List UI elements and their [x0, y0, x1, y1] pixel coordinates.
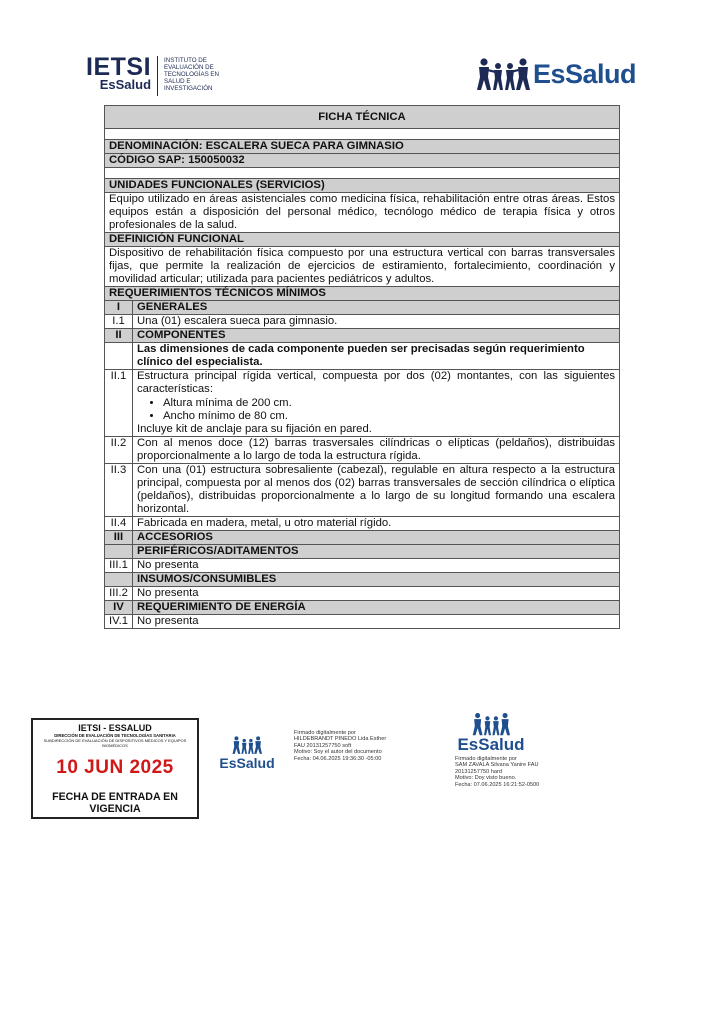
essalud-logo: [476, 57, 636, 91]
essalud-family-icon: [476, 57, 530, 91]
unidades-funcionales-text: Equipo utilizado en áreas asistenciales como medicina física, rehabilitación entre otras áreas. Estos equipos están a disposición del personal médico, tecnólogo médico de terapia física y otros profesionales de la salud.: [105, 193, 620, 233]
item-text: [133, 370, 620, 437]
sig-line: Motivo: Soy el autor del documento: [294, 749, 382, 756]
essalud-family-icon: [472, 712, 510, 736]
item-number: IV.1: [105, 615, 133, 629]
section-generales: GENERALES: [133, 301, 620, 315]
subsection-insumos: INSUMOS/CONSUMIBLES: [133, 573, 620, 587]
ietsi-logo-word: IETSI: [86, 53, 152, 81]
signature-logo: [219, 734, 275, 771]
item-number: II.2: [105, 437, 133, 464]
empty-cell: [105, 573, 133, 587]
sig-line: FAU 20131257750 soft: [294, 742, 352, 749]
denominacion: DENOMINACIÓN: ESCALERA SUECA PARA GIMNASIO: [105, 140, 620, 154]
section-number: IV: [105, 601, 133, 615]
stamp-direction: DIRECCIÓN DE EVALUACIÓN DE TECNOLOGÍAS SANITARIA: [54, 733, 176, 738]
ietsi-logo-sub: EsSalud: [99, 77, 152, 92]
ficha-tecnica-table: [104, 105, 620, 629]
requerimientos-header: REQUERIMIENTOS TÉCNICOS MÍNIMOS: [105, 287, 620, 301]
definicion-funcional-text: Dispositivo de rehabilitación física compuesto por una estructura vertical con barras transversales fijas, que permite la realización de ejercicios de estiramiento, fortalecimiento, coordinación y movilidad articular; utilizada para pacientes pediátricos y adultos.: [105, 247, 620, 287]
signature-logo: [455, 712, 527, 754]
componentes-note: Las dimensiones de cada componente pueden ser precisadas según requerimiento clínico del especialista.: [133, 343, 620, 370]
item-number: III.2: [105, 587, 133, 601]
item-text-body: Estructura principal rígida vertical, compuesta por dos (02) montantes, con las siguientes características:: [137, 370, 615, 395]
item-text: Una (01) escalera sueca para gimnasio.: [133, 315, 620, 329]
empty-cell: [105, 545, 133, 559]
item-text: Con al menos doce (12) barras trasversales cilíndricas o elípticas (peldaños), distribuidas proporcionalmente a lo largo de toda la estructura rígida.: [133, 437, 620, 464]
stamp-org: IETSI - ESSALUD: [78, 723, 152, 733]
blank-row: [105, 168, 620, 179]
logo-divider: [157, 56, 158, 96]
item-text: No presenta: [133, 587, 620, 601]
section-number: II: [105, 329, 133, 343]
stamp-subdirection: SUBDIRECCIÓN DE EVALUACIÓN DE DISPOSITIVOS MÉDICOS Y EQUIPOS BIOMÉDICOS: [43, 738, 187, 748]
item-number: III.1: [105, 559, 133, 573]
blank-row: [105, 129, 620, 140]
sig-line: HILDEBRANDT PINEDO Lida Esther: [294, 736, 387, 743]
bullet-item: • Altura mínima de 200 cm.: [163, 397, 615, 410]
digital-signature-2: [455, 756, 565, 788]
vigencia-stamp: [31, 718, 199, 819]
item-text-tail: Incluye kit de anclaje para su fijación en pared.: [137, 423, 372, 435]
unidades-funcionales-header: UNIDADES FUNCIONALES (SERVICIOS): [105, 179, 620, 193]
sig-line: SAM ZAVALA Silvana Yanire FAU: [455, 762, 539, 769]
section-accesorios: ACCESORIOS: [133, 531, 620, 545]
item-text: No presenta: [133, 615, 620, 629]
section-componentes: COMPONENTES: [133, 329, 620, 343]
bullet-list: [137, 397, 615, 423]
essalud-logo-word: EsSalud: [533, 58, 637, 89]
item-text: Con una (01) estructura sobresaliente (cabezal), regulable en altura respecto a la estructura principal, compuesta por al menos dos (02) barras transversales de sección cilíndrica o elíptica (peldaños), distribuidas proporcionalmente a lo largo de su longitud formando una escalera horizontal.: [133, 464, 620, 517]
sig-line: Motivo: Doy visto bueno.: [455, 775, 517, 782]
ietsi-logo: [86, 55, 228, 97]
essalud-family-icon: [232, 734, 262, 756]
codigo-sap: CÓDIGO SAP: 150050032: [105, 154, 620, 168]
definicion-funcional-header: DEFINICIÓN FUNCIONAL: [105, 233, 620, 247]
item-number: II.1: [105, 370, 133, 437]
signature-logo-word: EsSalud: [219, 755, 275, 771]
digital-signature-1: [294, 730, 406, 762]
sig-line: 20131257750 hard: [455, 768, 502, 775]
section-number: III: [105, 531, 133, 545]
item-text: Fabricada en madera, metal, u otro material rígido.: [133, 517, 620, 531]
subsection-perifericos: PERIFÉRICOS/ADITAMENTOS: [133, 545, 620, 559]
sig-line: Firmado digitalmente por: [294, 730, 356, 736]
item-number: I.1: [105, 315, 133, 329]
stamp-date: 10 JUN 2025: [56, 757, 174, 778]
empty-cell: [105, 343, 133, 370]
section-energia: REQUERIMIENTO DE ENERGÍA: [133, 601, 620, 615]
document-title: FICHA TÉCNICA: [105, 106, 620, 129]
sig-line: Fecha: 04.06.2025 19:36:30 -05:00: [294, 755, 382, 762]
signature-logo-word: EsSalud: [457, 735, 525, 754]
stamp-footer: FECHA DE ENTRADA EN VIGENCIA: [52, 791, 178, 815]
item-number: II.3: [105, 464, 133, 517]
item-text: No presenta: [133, 559, 620, 573]
sig-line: Firmado digitalmente por: [455, 756, 517, 762]
section-number: I: [105, 301, 133, 315]
sig-line: Fecha: 07.06.2025 16:21:52-0500: [455, 781, 540, 788]
bullet-item: • Ancho mínimo de 80 cm.: [163, 410, 615, 423]
ietsi-institute-name: INSTITUTO DE EVALUACIÓN DE TECNOLOGÍAS EN SALUD E INVESTIGACIÓN: [164, 57, 220, 92]
item-number: II.4: [105, 517, 133, 531]
